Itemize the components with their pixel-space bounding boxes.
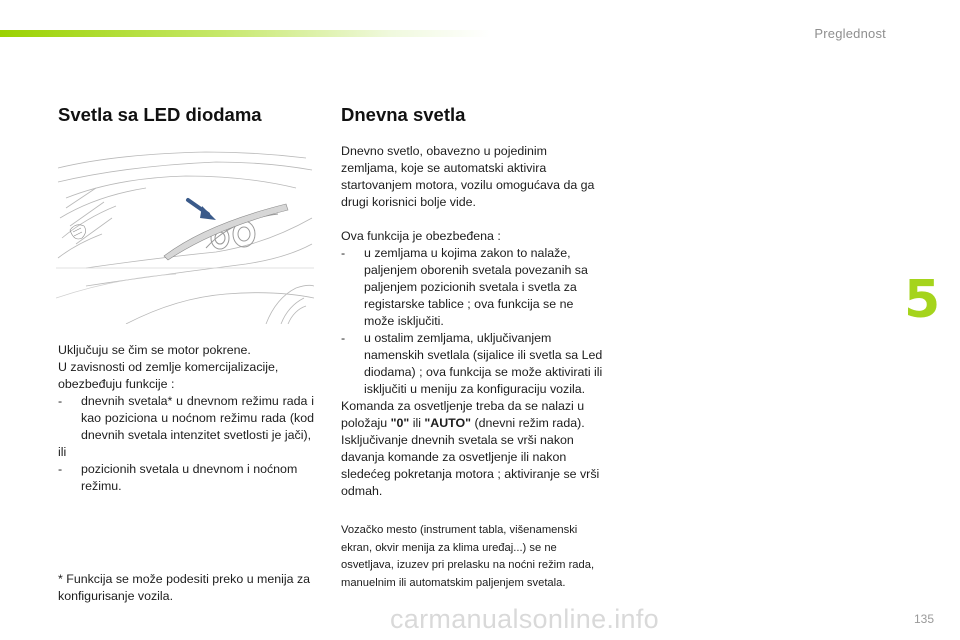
control-text-before: Komanda za osvetljenje treba da se nalazi u položaju bbox=[341, 399, 585, 430]
daytime-list-item bbox=[341, 245, 603, 330]
footnote-text-wrap bbox=[58, 571, 314, 605]
led-item-position: pozicionih svetala u dnevnom i noćnom režimu. bbox=[81, 462, 298, 493]
section-tag: Preglednost bbox=[814, 26, 886, 41]
arrow-icon bbox=[188, 200, 216, 220]
chapter-color-bar bbox=[0, 30, 490, 37]
led-item-daytime: dnevnih svetala* u dnevnom režimu rada i kao poziciona u noćnom režimu rada (kod dnevnih svetala intenzitet svetlosti je jači), bbox=[81, 394, 314, 442]
led-p2: U zavisnosti od zemlje komercijalizacije, bbox=[58, 360, 279, 374]
led-p3: obezbeđuju funkcije : bbox=[58, 377, 175, 391]
led-description bbox=[58, 342, 314, 495]
daytime-control bbox=[341, 398, 603, 432]
control-position-zero: "0" bbox=[390, 416, 410, 430]
car-front-led-illustration bbox=[56, 148, 314, 324]
list-dash: - bbox=[341, 331, 346, 345]
dashboard-note bbox=[341, 522, 609, 592]
daytime-provided: Ova funkcija je obezbeđena : bbox=[341, 229, 501, 243]
dashboard-note-text: Vozačko mesto (instrument tabla, višenamenski ekran, okvir menija za klima uređaj...) se ne osvetljava, izuzev pri prelasku na noćni režim rada, manuelnim ili automatskim paljenjem svetala. bbox=[341, 524, 595, 589]
list-dash: - bbox=[58, 462, 63, 476]
chapter-number: 5 bbox=[904, 270, 941, 330]
watermark: carmanualsonline.info bbox=[390, 604, 659, 634]
control-text-after: (dnevni režim rada). bbox=[471, 416, 585, 430]
list-dash: - bbox=[58, 394, 63, 408]
list-dash: - bbox=[341, 246, 346, 260]
led-p1: Uključuju se čim se motor pokrene. bbox=[58, 343, 251, 357]
control-text-mid: ili bbox=[409, 416, 425, 430]
daytime-item-law: u zemljama u kojima zakon to nalaže, paljenjem oborenih svetala povezanih sa paljenjem pozicionih svetala i svetla za registarske tablice ; ova funkcija se ne može isključiti. bbox=[364, 246, 588, 328]
control-position-auto: "AUTO" bbox=[424, 416, 472, 430]
footnote bbox=[58, 571, 314, 605]
page-number: 135 bbox=[913, 612, 934, 626]
led-list-item bbox=[58, 393, 314, 444]
daytime-list-item bbox=[341, 330, 603, 398]
led-or: ili bbox=[58, 445, 67, 459]
daytime-intro bbox=[341, 143, 603, 211]
daytime-item-other: u ostalim zemljama, uključivanjem namenskih svetlala (sijalice ili svetla sa Led diodama) ; ova funkcija se može aktivirati ili isključiti u meniju za konfiguraciju vozila. bbox=[364, 331, 603, 396]
daytime-intro-text: Dnevno svetlo, obavezno u pojedinim zemljama, koje se automatski aktivira startovanjem motora, vozilu omogućava da ga drugi korisnici bolje vide. bbox=[341, 144, 595, 209]
led-list-item bbox=[58, 461, 314, 495]
heading-daytime-lights: Dnevna svetla bbox=[341, 104, 466, 125]
heading-led-lights: Svetla sa LED diodama bbox=[58, 104, 262, 125]
daytime-details bbox=[341, 228, 603, 500]
daytime-switch-off: Isključivanje dnevnih svetala se vrši nakon davanja komande za osvetljenje ili nakon sledećeg pokretanja motora ; aktiviranje se vrši odmah. bbox=[341, 433, 600, 498]
footnote-text: * Funkcija se može podesiti preko u menija za konfigurisanje vozila. bbox=[58, 572, 311, 603]
